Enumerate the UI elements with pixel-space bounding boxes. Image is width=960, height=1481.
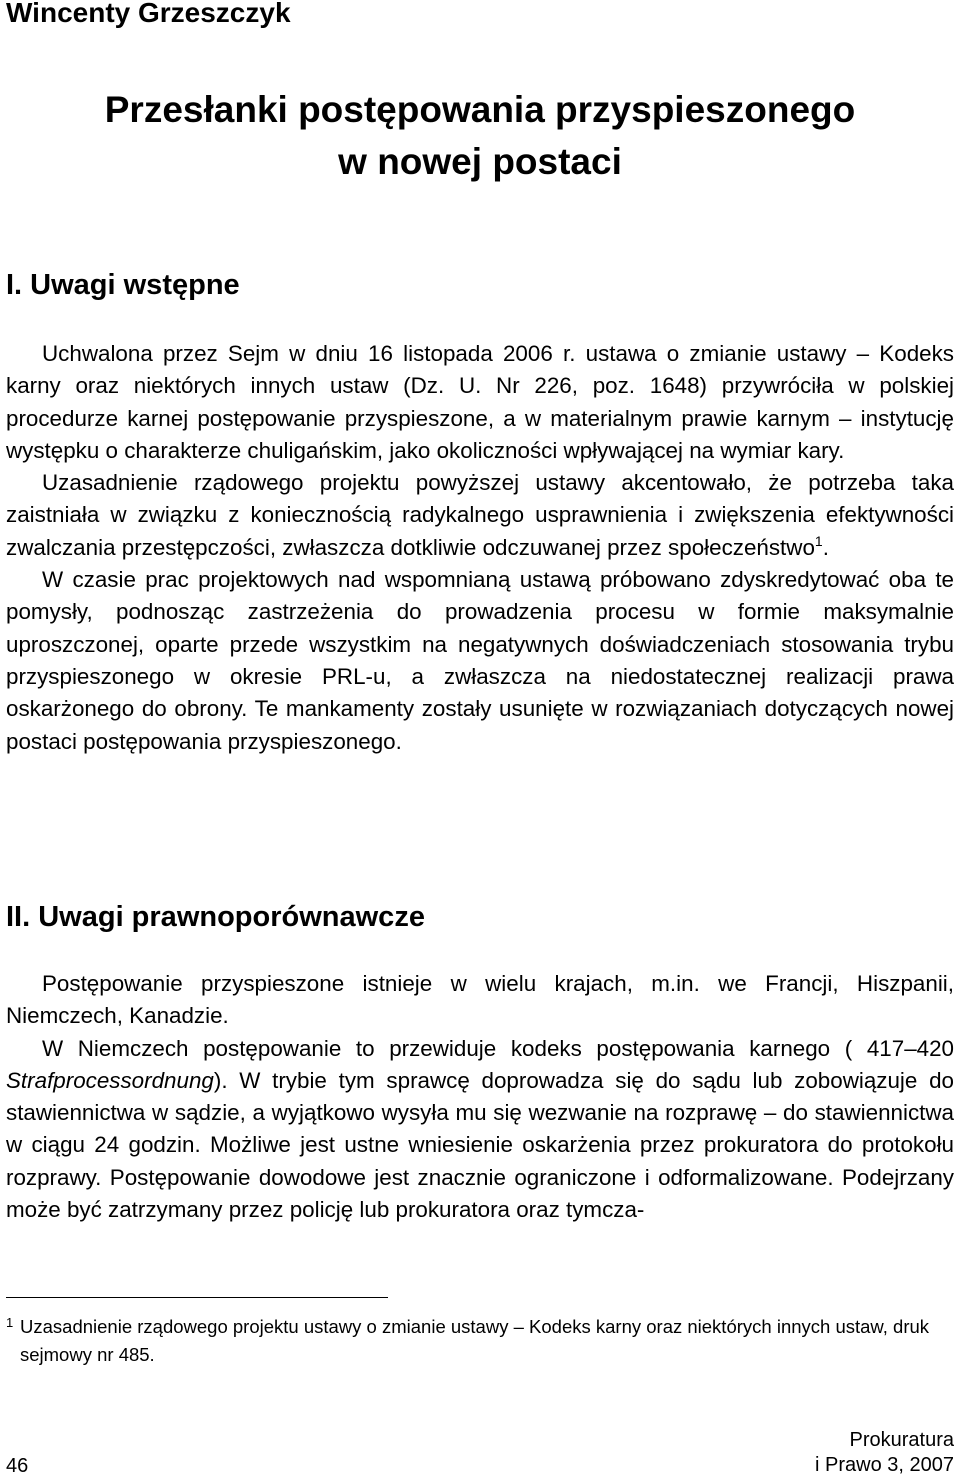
page-number: 46 bbox=[6, 1455, 29, 1477]
article-title bbox=[0, 84, 960, 188]
journal-issue: i Prawo 3, 2007 bbox=[815, 1454, 954, 1476]
section-heading-1: I. Uwagi wstępne bbox=[6, 269, 240, 301]
paragraph-text: W Niemczech postępowanie to przewiduje kodeks postępowania karnego ( bbox=[42, 1035, 853, 1061]
section-1-body bbox=[6, 338, 954, 758]
paragraph-end: . bbox=[822, 534, 829, 560]
author-name: Wincenty Grzeszczyk bbox=[6, 0, 291, 28]
journal-name: Prokuratura bbox=[849, 1429, 954, 1451]
paragraph: W czasie prac projektowych nad wspomnianą ustawą próbowano zdyskredytować oba te pomysły, podnosząc zastrzeżenia do prowadzenia procesu w formie maksymalnie uproszczonej, oparte przede wszystkim na negatywnych doświadczeniach stosowania trybu przyspieszonego w okresie PRL-u, a zwłaszcza na niedostatecznej realizacji prawa oskarżonego do obrony. Te mankamenty zostały usunięte w rozwiązaniach dotyczących nowej postaci postępowania przyspieszonego. bbox=[6, 567, 954, 754]
paragraph: Uchwalona przez Sejm w dniu 16 listopada 2006 r. ustawa o zmianie ustawy – Kodeks karny oraz niektórych innych ustaw (Dz. U. Nr 226, poz. 1648) przywróciła w polskiej procedurze karnej postępowanie przyspieszone, a w materialnym prawie karnym – instytucję występku o charakterze chuligańskim, jako okoliczności wpływającej na wymiar kary. bbox=[6, 341, 954, 463]
statute-reference: 417–420 bbox=[852, 1035, 955, 1061]
footnote-separator bbox=[6, 1297, 388, 1298]
article-title-line-2: w nowej postaci bbox=[338, 141, 622, 182]
journal-info bbox=[815, 1428, 954, 1478]
footnote-reference: 1 bbox=[814, 532, 823, 549]
footnote bbox=[6, 1313, 954, 1369]
section-2-body bbox=[6, 968, 954, 1226]
statute-name: Strafprocessordnung bbox=[6, 1067, 214, 1093]
paragraph bbox=[6, 1033, 954, 1227]
paragraph bbox=[6, 467, 954, 564]
footnote-text: Uzasadnienie rządowego projektu ustawy o zmianie ustawy – Kodeks karny oraz niektórych innych ustaw, druk sejmowy nr 485. bbox=[20, 1316, 930, 1365]
paragraph: Postępowanie przyspieszone istnieje w wielu krajach, m.in. we Francji, Hiszpanii, Niemczech, Kanadzie. bbox=[6, 971, 954, 1029]
paragraph-text-rest: ). W trybie tym sprawcę doprowadza się do sądu lub zobowiązuje do stawiennictwa w sądzie, a wyjątkowo wysyła mu się wezwanie na rozprawę – do stawiennictwa w ciągu 24 godzin. Możliwe jest ustne wniesienie oskarżenia przez prokuratora do protokołu rozprawy. Postępowanie dowodowe jest znacznie ograniczone i odformalizowane. Podejrzany może być zatrzymany przez policję lub prokuratora oraz tymcza- bbox=[6, 1067, 954, 1223]
section-heading-2: II. Uwagi prawnoporównawcze bbox=[6, 901, 425, 933]
paragraph-text: Uzasadnienie rządowego projektu powyższej ustawy akcentowało, że potrzeba taka zaistniała w związku z koniecznością radykalnego usprawnienia i zwiększenia efektywności zwalczania przestępczości, zwłaszcza dotkliwie odczuwanej przez społeczeństwo bbox=[6, 470, 954, 560]
article-title-line-1: Przesłanki postępowania przyspieszonego bbox=[104, 89, 856, 130]
footnote-mark: 1 bbox=[6, 1315, 14, 1330]
